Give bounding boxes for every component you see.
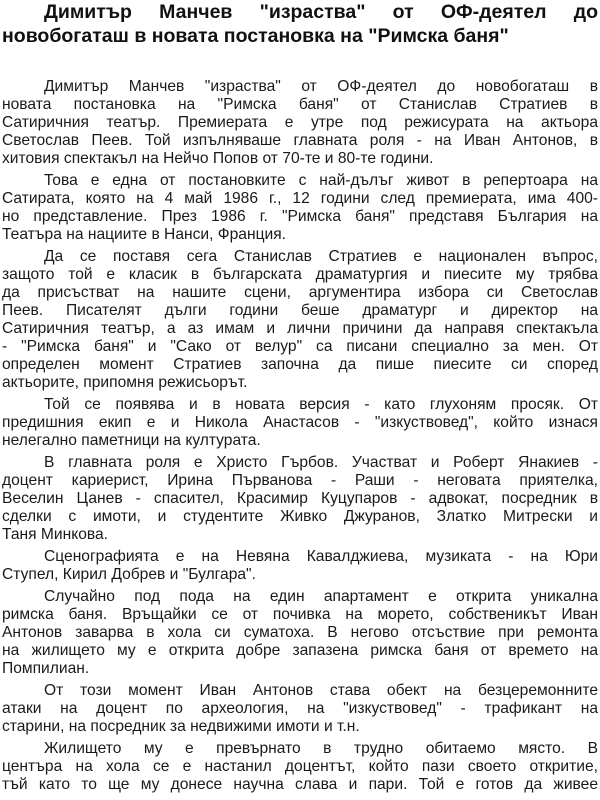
paragraph-line: Случайно под пода на един апартамент е открита уникална [44,588,598,605]
article-title [2,0,598,48]
paragraph-line: Това е една от постановките с най-дълъг живот в репертоара на [44,172,598,189]
paragraph [2,588,598,678]
paragraph-line: сделки с имоти, и студентите Живко Джуранов, Златко Митрески и [2,508,598,525]
article-body [2,78,598,798]
paragraph-line: Помпилиан. [2,660,90,677]
paragraph-line: да присъстват на нашите сцени, аргументира избора си Светослав [2,284,598,301]
title-line: новобогаташ в новата постановка на "Римска баня" [2,25,509,47]
paragraph-line: В главната роля е Христо Гърбов. Участват и Роберт Янакиев - [44,454,598,471]
paragraph-line: Жилището му е превърнато в трудно обитаемо място. В [44,740,598,757]
paragraph-line: центъра на хола се е настанил доцентът, който пази своето откритие, [2,758,598,775]
paragraph-line: новата постановка на "Римска баня" от Станислав Стратиев в [2,96,598,113]
paragraph-line: хитовия спектакъл на Нейчо Попов от 70-те и 80-те години. [2,150,434,167]
paragraph-line: Театъра на нациите в Нанси, Франция. [2,226,287,243]
paragraph [2,548,598,584]
paragraph-line: нелегално паметници на културата. [2,432,261,449]
paragraph-line: предишния екип е и Никола Анастасов - "изкуствовед", който изнася [2,414,598,431]
paragraph-line: Да се поставя сега Станислав Стратиев е национален въпрос, [44,248,598,265]
paragraph-line: римска баня. Връщайки се от почивка на морето, собственикът Иван [2,606,598,623]
paragraph [2,78,598,168]
paragraph-line: Сатиричния театър, а аз имам и лични причини да направя спектакъла [2,320,598,337]
paragraph-line: Антонов заварва в хола си суматоха. В негово отсъствие при ремонта [2,624,598,641]
paragraph [2,454,598,544]
paragraph [2,248,598,392]
paragraph [2,682,598,736]
paragraph-line: старини, на посредник за недвижими имоти и т.н. [2,718,360,735]
paragraph-line: От този момент Иван Антонов става обект на безцеремонните [44,682,598,699]
paragraph-line: тъй като то ще му донесе научна слава и пари. Той е готов да живее [2,776,598,793]
paragraph-line: защото той е класик в българската драматургия и пиесите му трябва [2,266,598,283]
paragraph-line: Таня Минкова. [2,526,108,543]
paragraph-line: атаки на доцент по археология, на "изкуствовед" - трафикант на [2,700,598,717]
paragraph-line: Сатиричния театър. Премиерата е утре под режисурата на актьора [2,114,598,131]
paragraph-line: Той се появява и в новата версия - като глухоням просяк. От [44,396,598,413]
paragraph-line: определен момент Стратиев започна да пише пиесите си според [2,356,598,373]
paragraph-line: - "Римска баня" и "Сако от велур" са писани специално за мен. От [2,338,598,355]
paragraph-line: но представление. През 1986 г. "Римска баня" представя България на [2,208,598,225]
paragraph [2,396,598,450]
paragraph [2,172,598,244]
paragraph-line: Димитър Манчев "израства" от ОФ-деятел до новобогаташ в [44,78,598,95]
paragraph-line: Пеев. Писателят дълги години беше драматург и директор на [2,302,598,319]
paragraph-line: актьорите, припомня режисьорът. [2,374,248,391]
title-line: Димитър Манчев "израства" от ОФ-деятел до [44,1,598,23]
paragraph-line: Веселин Цанев - спасител, Красимир Куцупаров - адвокат, посредник в [2,490,598,507]
paragraph-line: доцент кариерист, Ирина Първанова - Раши - неговата приятелка, [2,472,598,489]
paragraph-line: Сатирата, която на 4 май 1986 г., 12 години след премиерата, има 400- [2,190,598,207]
paragraph [2,740,598,794]
paragraph-line: Светослав Пеев. Той изпълняваше главната роля - на Иван Антонов, в [2,132,598,149]
paragraph-line: Сценографията е на Невяна Кавалджиева, музиката - на Юри [44,548,598,565]
paragraph-line: на жилището му е открита добре запазена римска баня от времето на [2,642,598,659]
paragraph-line: Ступел, Кирил Добрев и "Булгара". [2,566,256,583]
